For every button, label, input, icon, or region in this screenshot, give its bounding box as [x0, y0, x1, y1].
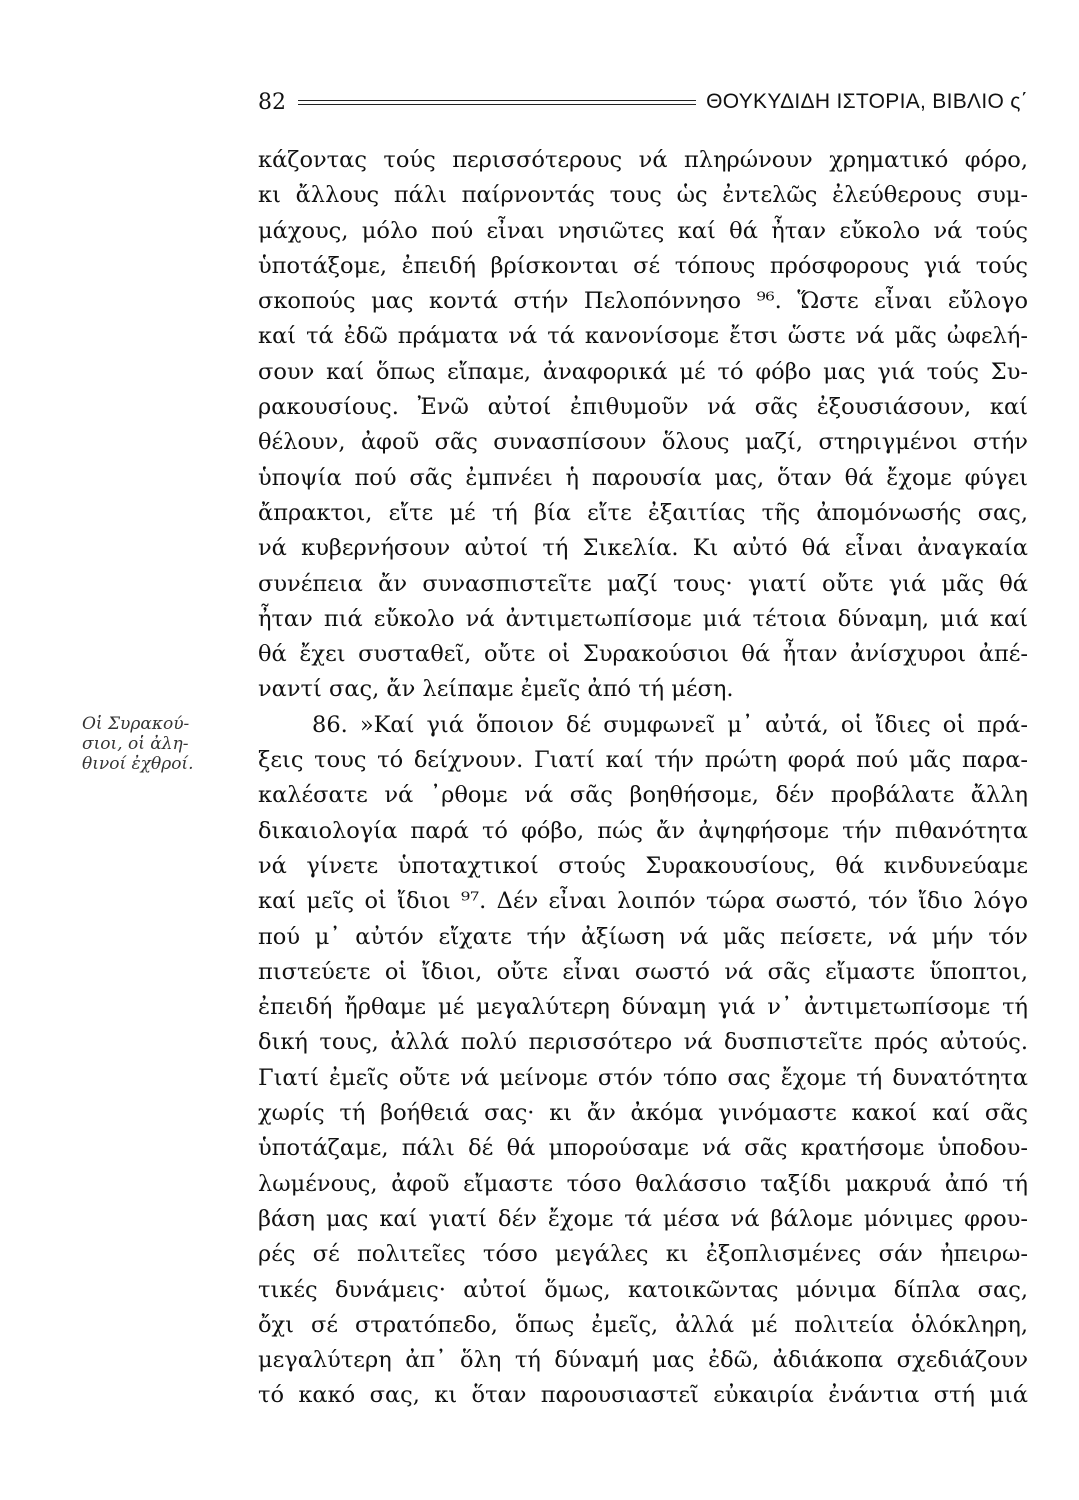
paragraph-start-line: 86. »Καί γιά ὅποιον δέ συμφωνεῖ μ᾽ αὐτά, οἱ ἴδιες οἱ πρά- [312, 711, 1028, 738]
text-line: πιστεύετε οἱ ἴδιοι, οὔτε εἶναι σωστό νά σᾶς εἴμαστε ὕποπτοι, [258, 958, 1028, 985]
text-line: τικές δυνάμεις· αὐτοί ὅμως, κατοικῶντας μόνιμα δίπλα σας, [258, 1276, 1028, 1303]
text-line: ἄπρακτοι, εἴτε μέ τή βία εἴτε ἐξαιτίας τῆς ἀπομόνωσής σας, [258, 499, 1028, 526]
text-line: καί τά ἐδῶ πράματα νά τά κανονίσομε ἔτσι ὥστε νά μᾶς ὠφελή- [258, 323, 1028, 350]
text-line: ξεις τους τό δείχνουν. Γιατί καί τήν πρώτη φορά πού μᾶς παρα- [258, 747, 1028, 774]
text-line: ναντί σας, ἄν λείπαμε ἐμεῖς ἀπό τή μέση. [258, 676, 734, 703]
margin-note [82, 714, 242, 774]
text-line: ρές σέ πολιτεῖες τόσο μεγάλες κι ἐξοπλισμένες σάν ἠπειρω- [258, 1241, 1028, 1268]
text-line: ὑποτάξομε, ἐπειδή βρίσκονται σέ τόπους πρόσφορους γιά τούς [258, 252, 1028, 279]
text-line: καλέσατε νά ᾽ρθομε νά σᾶς βοηθήσομε, δέν προβάλατε ἄλλη [258, 782, 1028, 809]
text-line: καί μεῖς οἱ ἴδιοι ⁹⁷. Δέν εἶναι λοιπόν τώρα σωστό, τόν ἴδιο λόγο [258, 888, 1028, 915]
text-line: δικαιολογία παρά τό φόβο, πώς ἄν ἀψηφήσομε τήν πιθανότητα [258, 817, 1028, 844]
text-line: πού μ᾽ αὐτόν εἴχατε τήν ἀξίωση νά μᾶς πείσετε, νά μήν τόν [258, 923, 1028, 950]
body-text [258, 143, 1028, 1414]
text-line: ὑποψία πού σᾶς ἐμπνέει ἡ παρουσία μας, ὅταν θά ἔχομε φύγει [258, 464, 1028, 491]
text-line: θά ἔχει συσταθεῖ, οὔτε οἱ Συρακούσιοι θά ἦταν ἀνίσχυροι ἀπέ- [258, 641, 1028, 668]
text-line: συνέπεια ἄν συνασπιστεῖτε μαζί τους· γιατί οὔτε γιά μᾶς θά [258, 570, 1028, 597]
text-line: κάζοντας τούς περισσότερους νά πληρώνουν χρηματικό φόρο, [258, 147, 1028, 173]
text-line: ὑποτάζαμε, πάλι δέ θά μπορούσαμε νά σᾶς κρατήσομε ὑποδου- [258, 1135, 1028, 1162]
text-line: τό κακό σας, κι ὅταν παρουσιαστεῖ εὐκαιρία ἐνάντια στή μιά [258, 1382, 1028, 1409]
text-line: μάχους, μόλο πού εἶναι νησιῶτες καί θά ἦταν εὔκολο νά τούς [258, 217, 1028, 244]
running-title: ΘΟΥΚΥΔΙΔΗ ΙΣΤΟΡΙΑ, ΒΙΒΛΙΟ ς΄ [706, 90, 1028, 113]
text-line: θέλουν, ἀφοῦ σᾶς συνασπίσουν ὅλους μαζί, στηριγμένοι στήν [258, 429, 1028, 456]
text-line: νά γίνετε ὑποταχτικοί στούς Συρακουσίους, θά κινδυνεύαμε [258, 852, 1028, 879]
margin-note-line: Οἱ Συρακού- [82, 714, 190, 734]
page-number: 82 [258, 89, 286, 115]
text-line: ρακουσίους. Ἐνῶ αὐτοί ἐπιθυμοῦν νά σᾶς ἐξουσιάσουν, καί [258, 394, 1028, 421]
running-header [258, 88, 1028, 116]
text-line: σκοπούς μας κοντά στήν Πελοπόννησο ⁹⁶. Ὥστε εἶναι εὔλογο [258, 288, 1028, 315]
header-rule [298, 100, 696, 105]
margin-note-line: θινοί ἐχθροί. [82, 754, 194, 774]
text-line: μεγαλύτερη ἀπ᾽ ὅλη τή δύναμή μας ἐδῶ, ἀδιάκοπα σχεδιάζουν [258, 1347, 1028, 1374]
text-line: σουν καί ὅπως εἴπαμε, ἀναφορικά μέ τό φόβο μας γιά τούς Συ- [258, 358, 1028, 385]
text-line: νά κυβερνήσουν αὐτοί τή Σικελία. Κι αὐτό θά εἶναι ἀναγκαία [258, 535, 1028, 562]
text-line: βάση μας καί γιατί δέν ἔχομε τά μέσα νά βάλομε μόνιμες φρου- [258, 1205, 1028, 1232]
text-line: ὄχι σέ στρατόπεδο, ὅπως ἐμεῖς, ἀλλά μέ πολιτεία ὁλόκληρη, [258, 1311, 1028, 1338]
text-line: λωμένους, ἀφοῦ εἴμαστε τόσο θαλάσσιο ταξίδι μακρυά ἀπό τή [258, 1170, 1028, 1197]
text-line: ἐπειδή ἤρθαμε μέ μεγαλύτερη δύναμη γιά ν᾽ ἀντιμετωπίσομε τή [258, 994, 1028, 1021]
text-line: κι ἄλλους πάλι παίρνοντάς τους ὡς ἐντελῶς ἐλεύθερους συμ- [258, 182, 1028, 209]
text-line: ἦταν πιά εὔκολο νά ἀντιμετωπίσομε μιά τέτοια δύναμη, μιά καί [258, 605, 1028, 632]
text-line: δική τους, ἀλλά πολύ περισσότερο νά δυσπιστεῖτε πρός αὐτούς. [258, 1029, 1028, 1056]
margin-note-line: σιοι, οἱ ἀλη- [82, 734, 189, 754]
text-line: χωρίς τή βοήθειά σας· κι ἄν ἀκόμα γινόμαστε κακοί καί σᾶς [258, 1100, 1028, 1127]
text-line: Γιατί ἐμεῖς οὔτε νά μείνομε στόν τόπο σας ἔχομε τή δυνατότητα [258, 1064, 1028, 1091]
